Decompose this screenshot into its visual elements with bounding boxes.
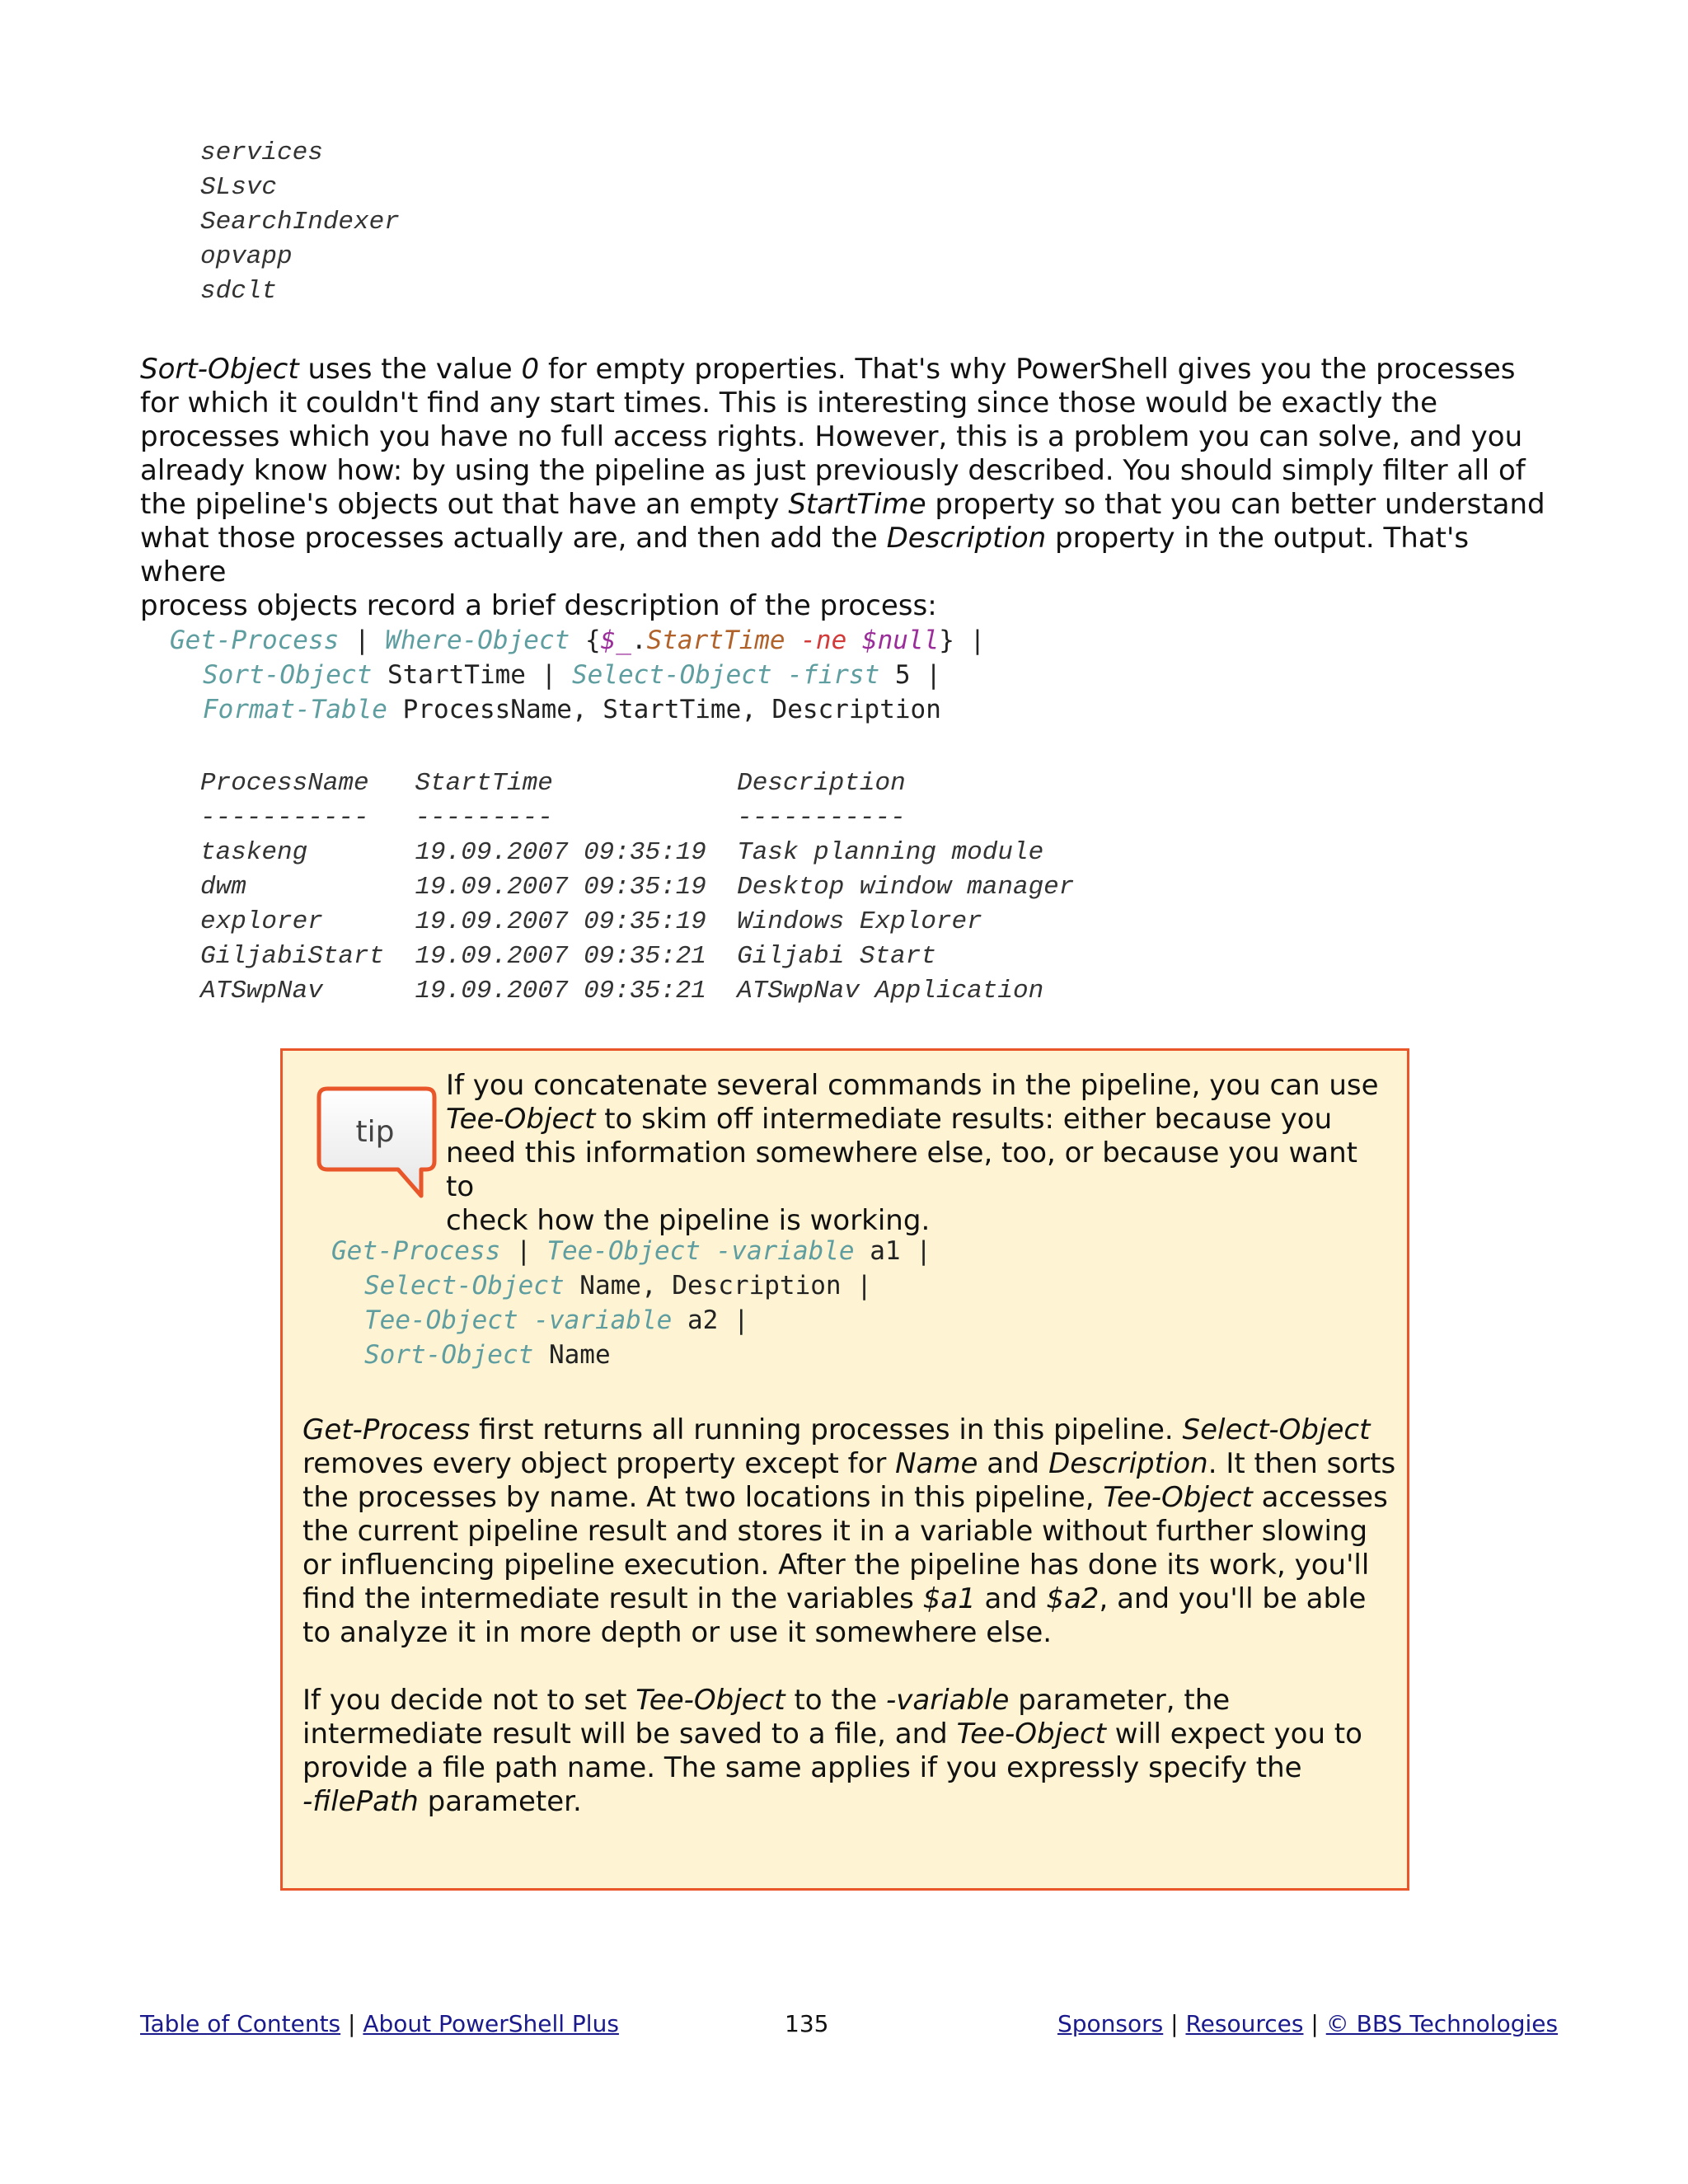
text: the processes by name. At two locations in this pipeline,: [302, 1481, 1104, 1514]
text: for empty properties. That's why PowerShell gives you the processes: [539, 353, 1516, 386]
code-text: StartTime |: [372, 660, 572, 690]
text: intermediate result will be saved to a file, and: [302, 1718, 957, 1750]
output-line: sdclt: [200, 277, 278, 306]
tip-intro: [446, 1069, 1394, 1238]
code-line: [331, 1234, 931, 1268]
variable: $_: [600, 626, 631, 655]
code-line: [364, 1303, 749, 1338]
table-of-contents-link[interactable]: Table of Contents: [140, 2010, 341, 2037]
term: Sort-Object: [140, 353, 299, 386]
text: to skim off intermediate results: either because you: [595, 1103, 1333, 1136]
variable: $null: [861, 626, 940, 655]
tip-box: [280, 1048, 1409, 1891]
bbs-technologies-link[interactable]: © BBS Technologies: [1325, 2010, 1559, 2037]
cmdlet: Get-Process: [170, 626, 340, 655]
cmdlet: Tee-Object: [364, 1305, 518, 1335]
code-text: |: [339, 626, 386, 655]
code-text: } |: [939, 626, 986, 655]
code-text: a1 |: [854, 1236, 931, 1266]
text-line: provide a file path name. The same applies if you expressly specify the: [302, 1751, 1302, 1784]
code-text: a2 |: [672, 1305, 749, 1335]
text-line: or influencing pipeline execution. After the pipeline has done its work, you'll: [302, 1549, 1370, 1582]
text-line: [140, 488, 1558, 522]
paragraph-sort-object: [140, 353, 1558, 623]
term: StartTime: [788, 488, 926, 521]
text: accesses: [1252, 1481, 1388, 1514]
tip-speech-bubble-icon: [316, 1085, 438, 1199]
output-line: services: [200, 138, 323, 167]
term: Get-Process: [302, 1413, 471, 1446]
text-line: [140, 353, 1558, 387]
code-line: [170, 623, 985, 658]
code-text: [772, 660, 788, 690]
table-row: explorer 19.09.2007 09:35:19 Windows Explorer: [200, 907, 982, 936]
cmdlet: Sort-Object: [203, 660, 373, 690]
code-line: [203, 692, 941, 727]
text: uses the value: [298, 353, 522, 386]
text: parameter, the: [1009, 1684, 1231, 1717]
footer-separator: |: [340, 2010, 363, 2037]
term: $a1: [922, 1582, 976, 1615]
text-line: [302, 1413, 1399, 1447]
text: the pipeline's objects out that have an empty: [140, 488, 789, 521]
code-text: 5 |: [879, 660, 941, 690]
code-line: [364, 1338, 611, 1372]
text-line: process objects record a brief description of the process:: [140, 589, 937, 622]
text-line: [302, 1785, 1399, 1819]
term: Tee-Object: [635, 1684, 785, 1717]
text: If you decide not to set: [302, 1684, 636, 1717]
term: Name: [895, 1447, 978, 1480]
text-line: [446, 1103, 1394, 1137]
resources-link[interactable]: Resources: [1185, 2010, 1304, 2037]
parameter: -variable: [533, 1305, 673, 1335]
text: find the intermediate result in the variables: [302, 1582, 923, 1615]
cmdlet: Where-Object: [385, 626, 570, 655]
code-line: [203, 658, 941, 692]
text-line: to analyze it in more depth or use it somewhere else.: [302, 1616, 1053, 1649]
table-row: ATSwpNav 19.09.2007 09:35:21 ATSwpNav Application: [200, 977, 1044, 1005]
text: will expect you to: [1105, 1718, 1362, 1750]
cmdlet: Format-Table: [203, 695, 387, 724]
term: Tee-Object: [1103, 1481, 1253, 1514]
code-line: [364, 1268, 872, 1303]
code-text: |: [500, 1236, 547, 1266]
term: Description: [886, 522, 1047, 555]
code-text: [701, 1236, 716, 1266]
tip-icon-label: tip: [355, 1115, 395, 1149]
output-line: opvapp: [200, 242, 293, 271]
term: Tee-Object: [956, 1718, 1106, 1750]
text-line: need this information somewhere else, too, or because you want to: [446, 1137, 1358, 1203]
parameter: -first: [787, 660, 880, 690]
term: -filePath: [302, 1785, 419, 1818]
footer-separator: |: [1303, 2010, 1326, 2037]
text: . It then sorts: [1207, 1447, 1396, 1480]
text-line: for which it couldn't find any start times. This is interesting since those would be exactly the: [140, 387, 1438, 419]
code-text: [518, 1305, 534, 1335]
text: property in the output. That's where: [140, 522, 1470, 588]
text: what those processes actually are, and then add the: [140, 522, 887, 555]
text-line: [302, 1684, 1399, 1718]
code-text: Name: [533, 1340, 611, 1370]
term: Description: [1048, 1447, 1208, 1480]
cmdlet: Select-Object: [571, 660, 772, 690]
sponsors-link[interactable]: Sponsors: [1057, 2010, 1164, 2037]
output-line: SearchIndexer: [200, 208, 400, 237]
text: to the: [785, 1684, 886, 1717]
operator: -ne: [800, 626, 847, 655]
cmdlet: Sort-Object: [364, 1340, 534, 1370]
table-divider: ----------- --------- -----------: [200, 804, 906, 832]
text: and: [978, 1447, 1049, 1480]
code-text: [846, 626, 862, 655]
tip-paragraph-explanation: [302, 1413, 1399, 1650]
text-line: check how the pipeline is working.: [446, 1204, 931, 1237]
code-text: .: [631, 626, 647, 655]
text-line: [302, 1718, 1399, 1751]
text: and: [975, 1582, 1047, 1615]
text-line: the current pipeline result and stores it in a variable without further slowing: [302, 1515, 1368, 1548]
text-line: If you concatenate several commands in the pipeline, you can use: [446, 1069, 1379, 1102]
footer-separator: |: [1163, 2010, 1186, 2037]
code-text: [785, 626, 801, 655]
code-text: Name, Description |: [564, 1271, 872, 1301]
term: Select-Object: [1182, 1413, 1371, 1446]
text-line: [302, 1582, 1399, 1616]
property: StartTime: [646, 626, 785, 655]
text-line: [302, 1481, 1399, 1515]
output-line: SLsvc: [200, 173, 278, 202]
cmdlet: Get-Process: [331, 1236, 501, 1266]
table-row: taskeng 19.09.2007 09:35:19 Task planning module: [200, 838, 1044, 867]
parameter: -variable: [715, 1236, 855, 1266]
tip-paragraph-variable: [302, 1684, 1399, 1819]
text: parameter.: [418, 1785, 582, 1818]
footer-right: [1057, 2009, 1558, 2039]
text-line: [140, 522, 1558, 589]
text-line: processes which you have no full access rights. However, this is a problem you can solve, and you: [140, 420, 1523, 453]
code-text: {: [570, 626, 601, 655]
term: $a2: [1046, 1582, 1100, 1615]
code-text: ProcessName, StartTime, Description: [387, 695, 941, 724]
about-powershell-plus-link[interactable]: About PowerShell Plus: [363, 2010, 619, 2037]
text: , and you'll be able: [1099, 1582, 1367, 1615]
term: 0: [521, 353, 540, 386]
footer-left: [140, 2009, 619, 2039]
table-header: ProcessName StartTime Description: [200, 769, 906, 798]
text: first returns all running processes in this pipeline.: [470, 1413, 1183, 1446]
text: removes every object property except for: [302, 1447, 896, 1480]
text-line: [302, 1447, 1399, 1481]
text: property so that you can better understand: [926, 488, 1545, 521]
cmdlet: Tee-Object: [546, 1236, 701, 1266]
text-line: already know how: by using the pipeline as just previously described. You should simply filter all of: [140, 454, 1526, 487]
page-number: 135: [785, 2010, 829, 2037]
cmdlet: Select-Object: [364, 1271, 565, 1301]
term: Tee-Object: [446, 1103, 596, 1136]
table-row: GiljabiStart 19.09.2007 09:35:21 Giljabi Start: [200, 942, 936, 971]
term: -variable: [886, 1684, 1010, 1717]
table-row: dwm 19.09.2007 09:35:19 Desktop window manager: [200, 873, 1075, 902]
